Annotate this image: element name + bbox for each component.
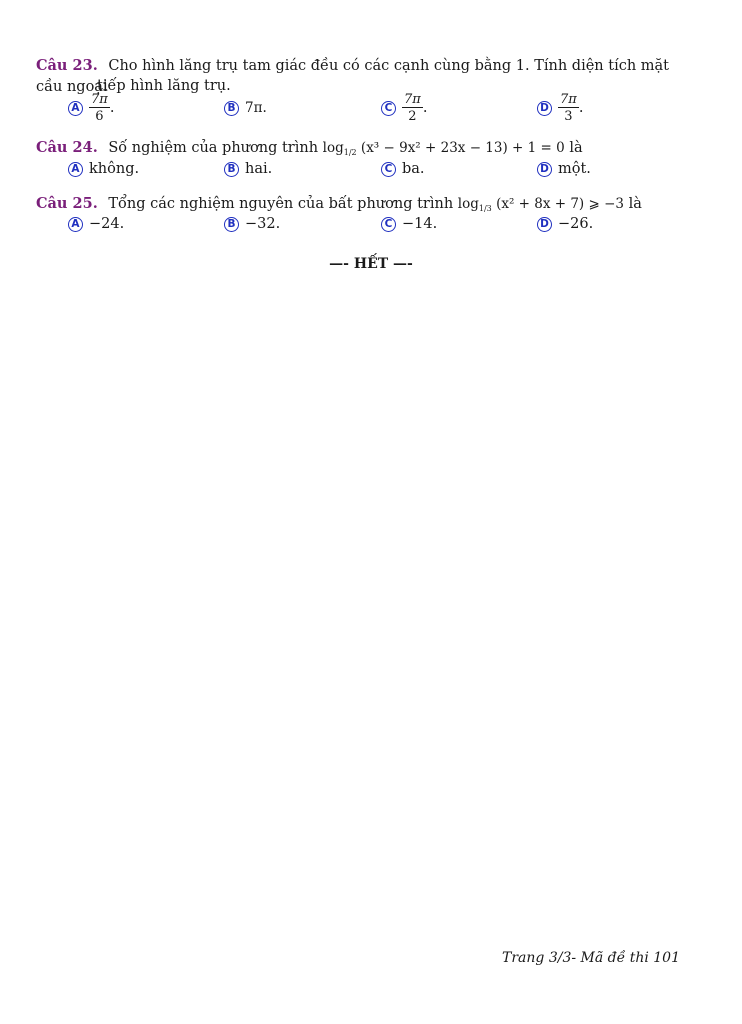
option-letter: C <box>381 162 396 177</box>
option-a[interactable]: A không. <box>68 161 139 177</box>
option-c[interactable]: C ba. <box>381 161 425 177</box>
fraction: $\frac{7\pi}{2}$ <box>404 92 421 124</box>
option-b[interactable]: B −32. <box>224 216 280 232</box>
option-letter: C <box>381 217 396 232</box>
end-mark: —- HẾT —- <box>329 256 413 272</box>
option-letter: C <box>381 101 396 116</box>
option-d[interactable]: D một. <box>537 161 591 177</box>
fraction: $\frac{7\pi}{3}$ <box>560 92 577 124</box>
option-letter: B <box>224 217 239 232</box>
question-label: Câu 23. <box>36 57 98 74</box>
question-text: Cho hình lăng trụ tam giác đều có các cạnh cùng bằng 1. Tính diện tích mặt cầu ngoại <box>36 58 669 95</box>
option-letter: A <box>68 217 83 232</box>
option-letter: B <box>224 162 239 177</box>
fraction: $\frac{7\pi}{6}$ <box>91 92 108 124</box>
question-text: Tổng các nghiệm nguyên của bất phương trình <box>108 196 454 212</box>
option-letter: D <box>537 217 552 232</box>
option-c[interactable]: C $\frac{7\pi}{2}$ . <box>381 92 427 124</box>
option-letter: D <box>537 101 552 116</box>
option-c[interactable]: C −14. <box>381 216 437 232</box>
question-label: Câu 25. <box>36 195 98 212</box>
option-d[interactable]: D −26. <box>537 216 593 232</box>
option-b[interactable]: B 7π. <box>224 100 267 116</box>
option-letter: B <box>224 101 239 116</box>
option-a[interactable]: A −24. <box>68 216 124 232</box>
equation: $\log_{1/2} (x^3 - 9x^2 + 23x - 13) + 1 = 0$ <box>322 140 565 157</box>
question-text-continued: tiếp hình lăng trụ. <box>97 78 231 94</box>
question-text: Số nghiệm của phương trình <box>108 140 319 156</box>
option-a[interactable]: A $\frac{7\pi}{6}$ . <box>68 92 114 124</box>
option-letter: A <box>68 101 83 116</box>
question-24: Câu 24. Số nghiệm của phương trình $\log_{1/2} (x^3 - 9x^2 + 23x - 13) + 1 = 0$ là <box>36 139 583 157</box>
option-letter: D <box>537 162 552 177</box>
question-label: Câu 24. <box>36 139 98 156</box>
option-d[interactable]: D $\frac{7\pi}{3}$ . <box>537 92 583 124</box>
page-footer: Trang 3/3- Mã đề thi 101 <box>502 950 680 966</box>
option-b[interactable]: B hai. <box>224 161 272 177</box>
inequality: $\log_{1/3} (x^2 + 8x + 7)$ ⩾ −3 <box>457 196 624 213</box>
option-letter: A <box>68 162 83 177</box>
question-25: Câu 25. Tổng các nghiệm nguyên của bất phương trình $\log_{1/3} (x^2 + 8x + 7)$ ⩾ −3 là <box>36 195 642 213</box>
